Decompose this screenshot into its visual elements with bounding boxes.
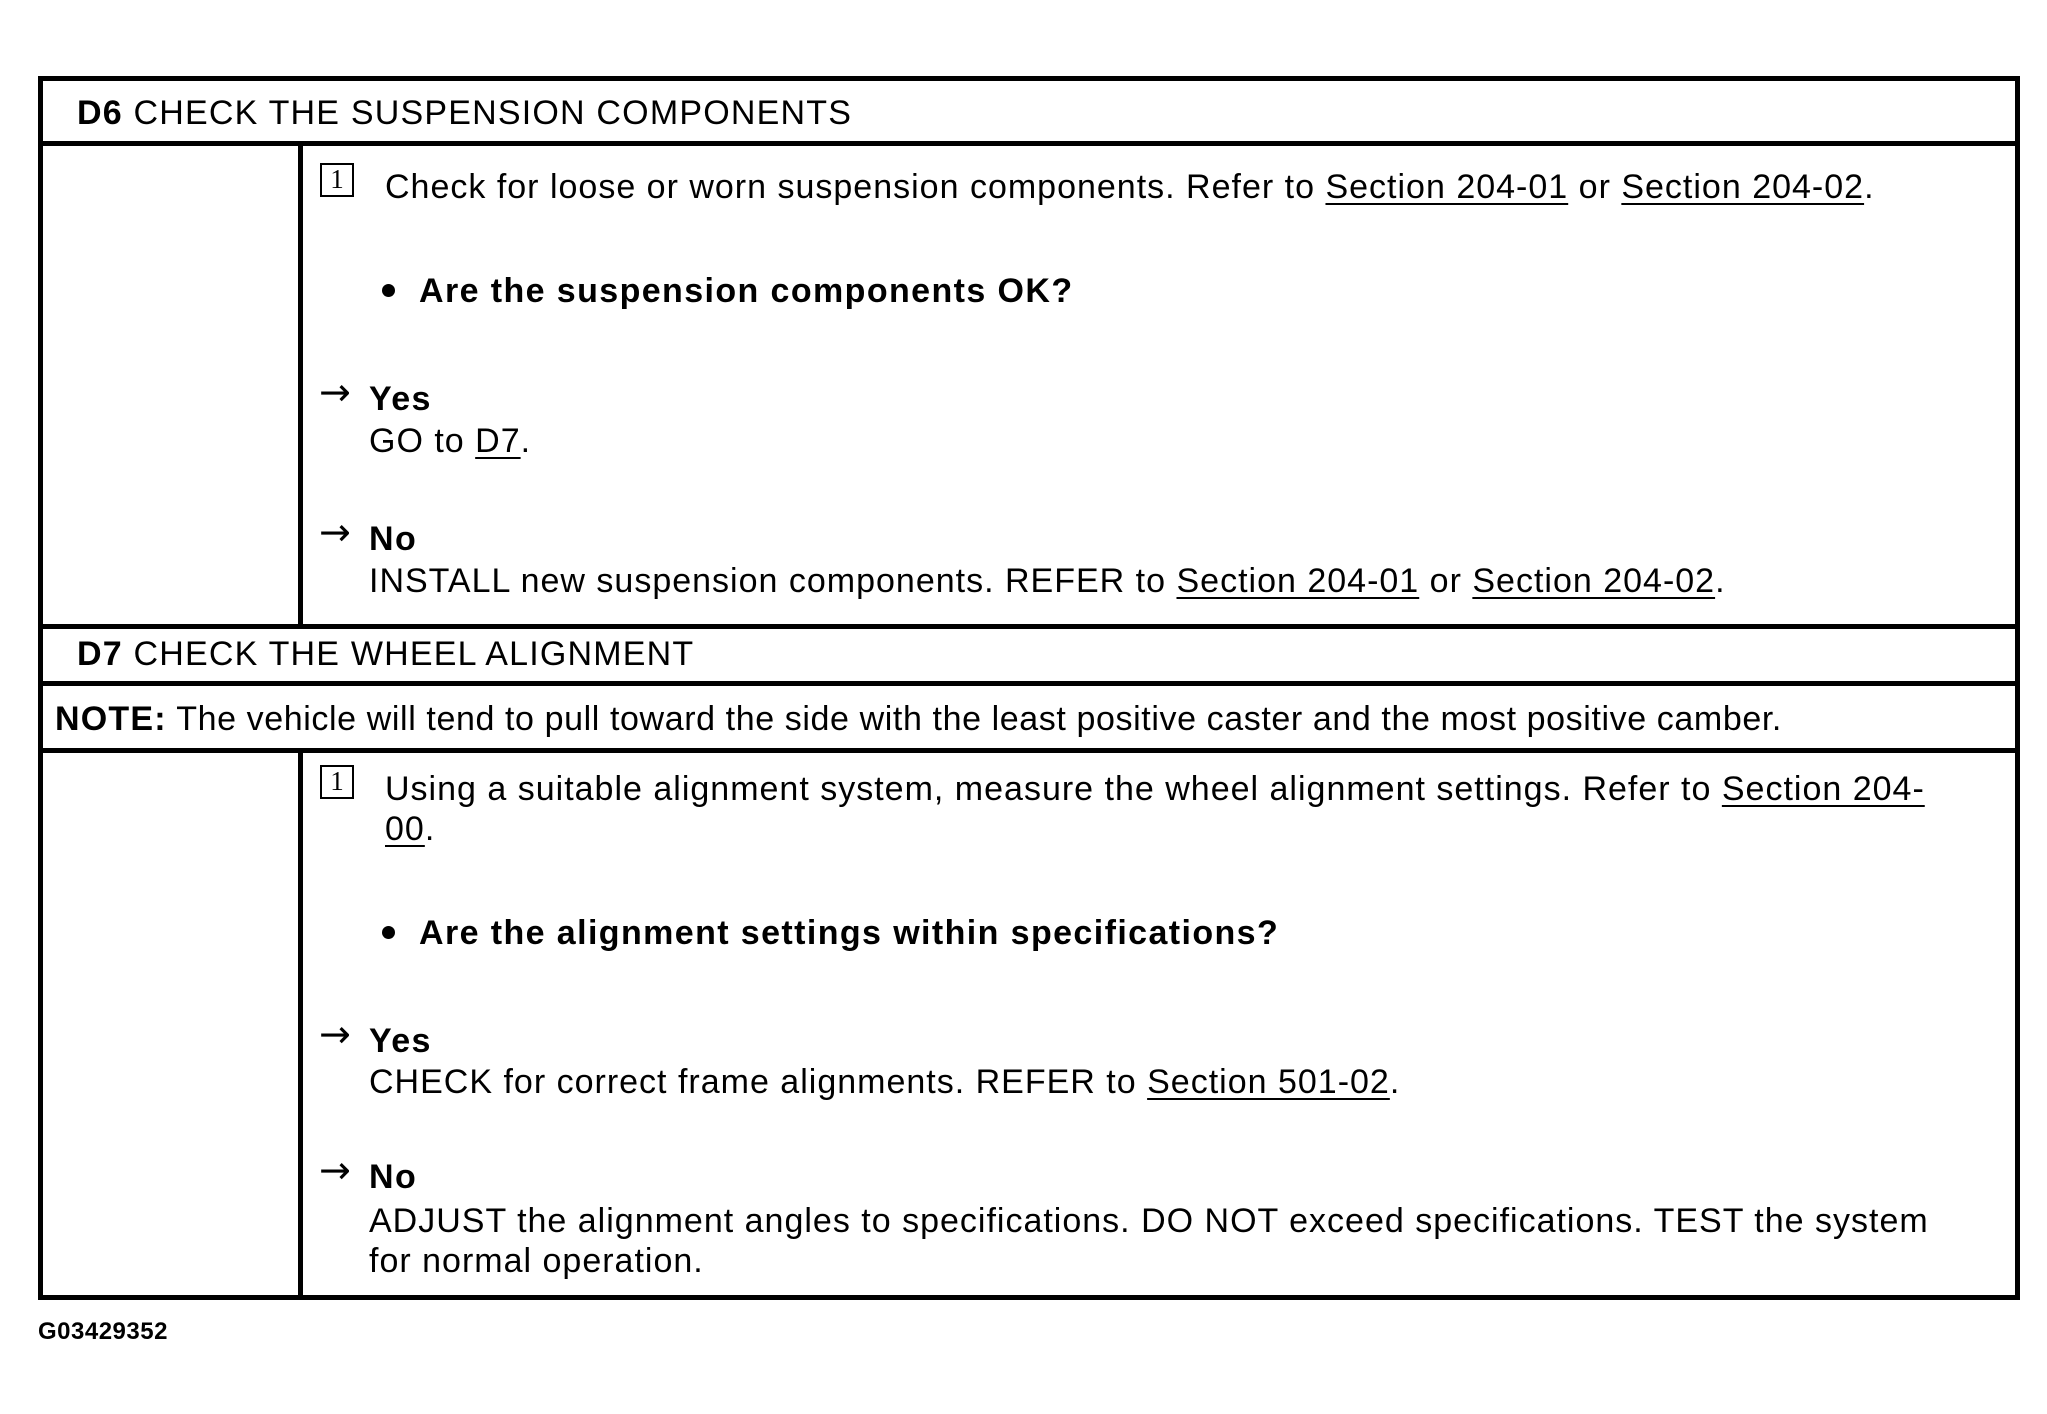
step-number-box: 1: [320, 163, 354, 197]
d6-no-action: INSTALL new suspension components. REFER to: [369, 562, 1167, 600]
d6-question-text: Are the suspension components OK?: [419, 272, 1074, 310]
d6-no-label: No: [369, 520, 418, 558]
arrow-right-icon: →: [319, 1148, 351, 1192]
link-section-204-00[interactable]: Section 204-: [1721, 770, 1925, 808]
d6-title: CHECK THE SUSPENSION COMPONENTS: [133, 94, 853, 132]
arrow-right-icon: →: [319, 370, 351, 414]
divider: [43, 748, 2015, 753]
or-text: or: [1429, 562, 1462, 600]
d6-step-id: D6: [77, 94, 123, 132]
divider: [43, 681, 2015, 686]
step-number-box: 1: [320, 765, 354, 799]
d7-note: [55, 699, 1782, 739]
link-section-204-02[interactable]: Section 204-02: [1472, 562, 1716, 600]
link-d7[interactable]: D7: [475, 422, 521, 460]
link-section-204-01[interactable]: Section 204-01: [1176, 562, 1420, 600]
note-label: NOTE:: [55, 700, 167, 738]
d7-no-label: No: [369, 1158, 418, 1196]
bullet-icon: [382, 926, 395, 939]
d7-title: CHECK THE WHEEL ALIGNMENT: [133, 635, 695, 673]
arrow-right-icon: →: [319, 1012, 351, 1056]
d7-no-line-2: for normal operation.: [369, 1242, 704, 1280]
diagnostic-table: [38, 76, 2020, 1300]
link-section-204-02[interactable]: Section 204-02: [1621, 168, 1865, 206]
bullet-icon: [382, 284, 395, 297]
divider: [43, 141, 2015, 146]
d6-instruction: [385, 167, 1875, 207]
divider: [43, 624, 2015, 629]
note-text: The vehicle will tend to pull toward the side with the least positive caster and the most positive camber.: [176, 700, 1782, 738]
d7-no-text: [369, 1201, 1929, 1281]
period: .: [424, 810, 436, 848]
period: .: [1864, 168, 1875, 206]
link-section-204-00[interactable]: 00: [385, 810, 425, 848]
link-section-204-01[interactable]: Section 204-01: [1325, 168, 1569, 206]
column-divider: [298, 146, 303, 624]
d7-yes-label: Yes: [369, 1022, 432, 1060]
d6-yes-label: Yes: [369, 380, 432, 418]
column-divider: [298, 753, 303, 1300]
d6-header: [77, 93, 852, 133]
d7-instruction-text: Using a suitable alignment system, measure the wheel alignment settings. Refer to: [385, 770, 1712, 808]
period: .: [1715, 562, 1726, 600]
d6-yes-text: [369, 421, 531, 461]
d7-instruction: [385, 769, 2005, 849]
d7-question-text: Are the alignment settings within specifications?: [419, 914, 1280, 952]
figure-id: G03429352: [38, 1318, 168, 1345]
d7-step-id: D7: [77, 635, 123, 673]
d6-instruction-text: Check for loose or worn suspension components. Refer to: [385, 168, 1316, 206]
arrow-right-icon: →: [319, 510, 351, 554]
d7-question: [382, 913, 1279, 953]
d7-header: [77, 634, 694, 674]
d7-no-line-1: ADJUST the alignment angles to specifications. DO NOT exceed specifications. TEST the system: [369, 1202, 1929, 1240]
d6-no-text: [369, 561, 1726, 601]
link-section-501-02[interactable]: Section 501-02: [1147, 1063, 1390, 1101]
d6-yes-action: GO to: [369, 422, 465, 460]
period: .: [520, 422, 532, 460]
or-text: or: [1578, 168, 1611, 206]
d7-yes-text: [369, 1062, 1400, 1102]
d6-question: [382, 271, 1074, 311]
period: .: [1389, 1063, 1401, 1101]
d7-yes-action: CHECK for correct frame alignments. REFER to: [369, 1063, 1137, 1101]
